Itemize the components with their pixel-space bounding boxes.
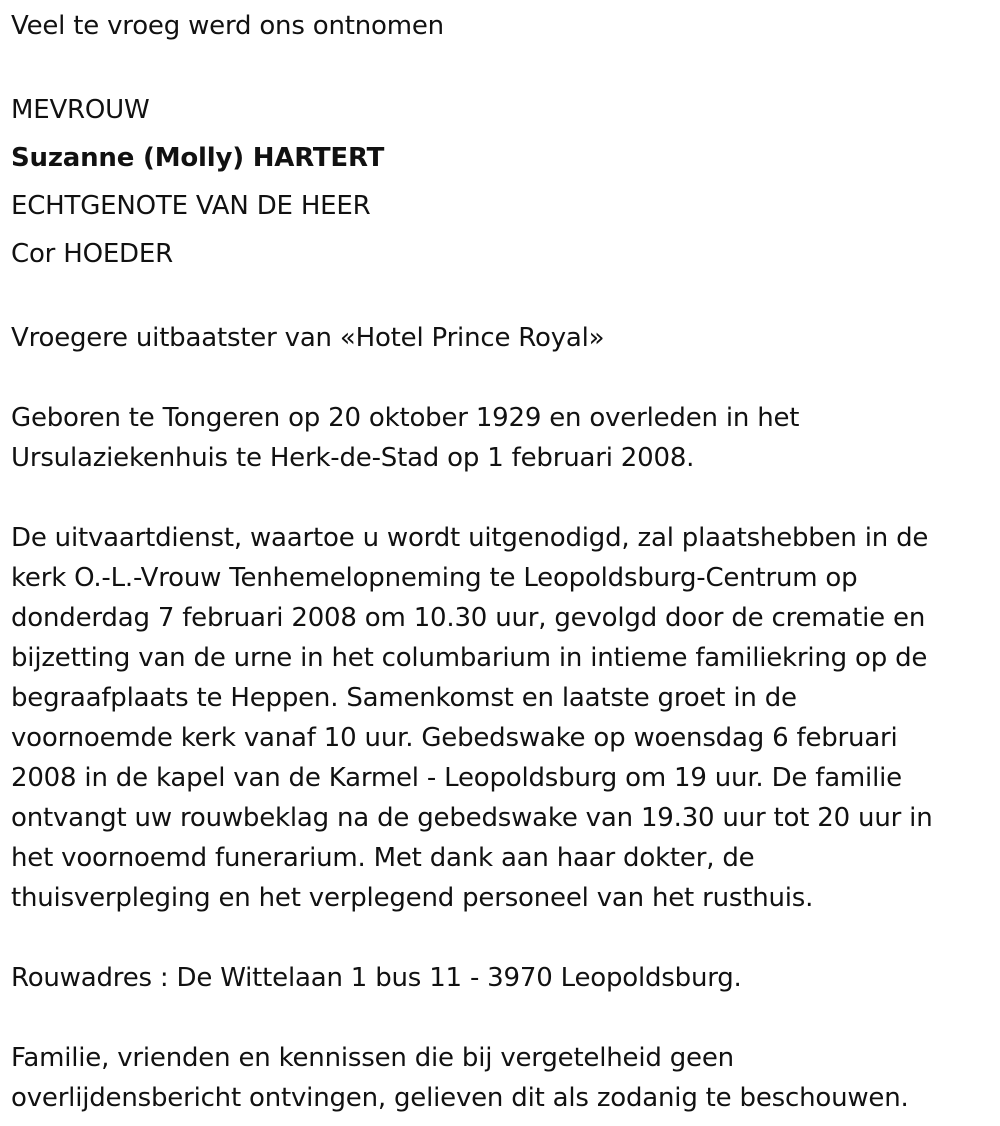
text-line: donderdag 7 februari 2008 om 10.30 uur, gevolgd door de crematie en: [11, 603, 926, 633]
text-line: het voornoemd funerarium. Met dank aan haar dokter, de: [11, 843, 755, 873]
text-line: Geboren te Tongeren op 20 oktober 1929 en overleden in het: [11, 403, 800, 433]
funeral-paragraph: [11, 518, 986, 918]
spacer: [11, 358, 986, 398]
spouse-name: Cor HOEDER: [11, 239, 173, 269]
spacer: [11, 46, 986, 86]
address-line: Rouwadres : De Wittelaan 1 bus 11 - 3970 Leopoldsburg.: [11, 963, 742, 993]
text-line: begraafplaats te Heppen. Samenkomst en laatste groet in de: [11, 683, 797, 713]
occupation-line: Vroegere uitbaatster van «Hotel Prince Royal»: [11, 323, 605, 353]
text-line: Familie, vrienden en kennissen die bij vergetelheid geen: [11, 1043, 734, 1073]
birth-death-paragraph: [11, 398, 986, 478]
spacer: [11, 478, 986, 518]
spacer: [11, 998, 986, 1038]
text-line: overlijdensbericht ontvingen, gelieven dit als zodanig te beschouwen.: [11, 1083, 909, 1113]
deceased-name: Suzanne (Molly) HARTERT: [11, 143, 385, 173]
text-line: Ursulaziekenhuis te Herk-de-Stad op 1 februari 2008.: [11, 443, 695, 473]
text-line: De uitvaartdienst, waartoe u wordt uitgenodigd, zal plaatshebben in de: [11, 523, 929, 553]
text-line: thuisverpleging en het verplegend personeel van het rusthuis.: [11, 883, 814, 913]
text-line: bijzetting van de urne in het columbarium in intieme familiekring op de: [11, 643, 928, 673]
obituary-notice: [11, 6, 986, 1118]
text-line: ontvangt uw rouwbeklag na de gebedswake van 19.30 uur tot 20 uur in: [11, 803, 933, 833]
closing-paragraph: [11, 1038, 986, 1118]
spacer: [11, 918, 986, 958]
honorific-title: MEVROUW: [11, 95, 150, 125]
opening-line: Veel te vroeg werd ons ontnomen: [11, 11, 444, 41]
text-line: 2008 in de kapel van de Karmel - Leopoldsburg om 19 uur. De familie: [11, 763, 902, 793]
relation-line: ECHTGENOTE VAN DE HEER: [11, 191, 371, 221]
spacer: [11, 278, 986, 318]
text-line: voornoemde kerk vanaf 10 uur. Gebedswake op woensdag 6 februari: [11, 723, 898, 753]
text-line: kerk O.-L.-Vrouw Tenhemelopneming te Leopoldsburg-Centrum op: [11, 563, 858, 593]
